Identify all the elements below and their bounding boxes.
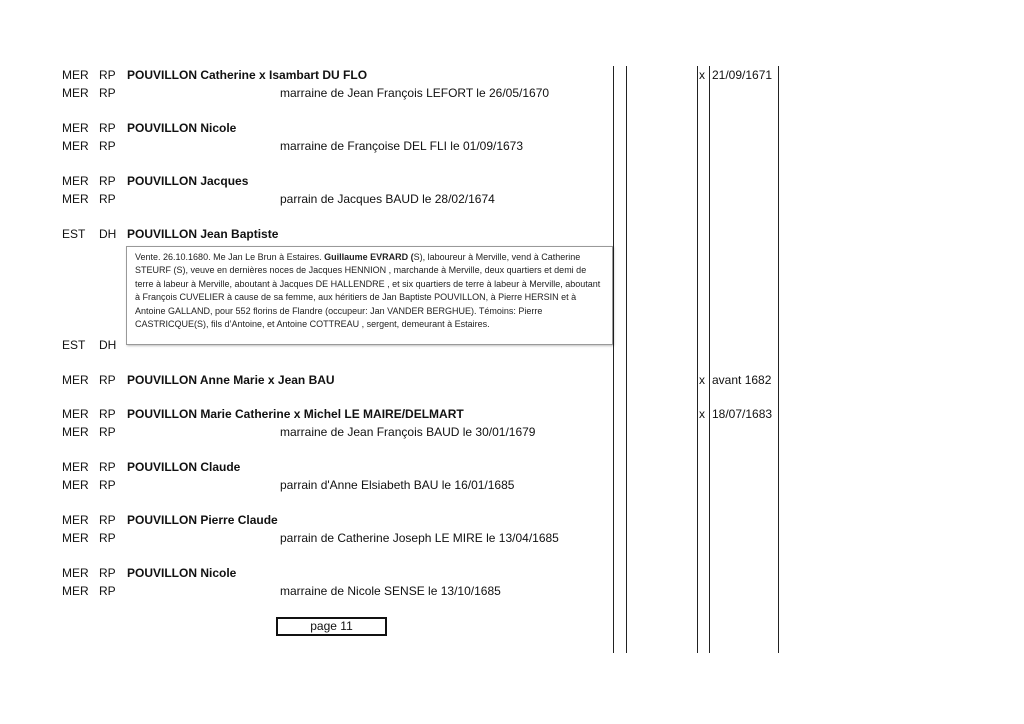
parish-code: EST — [62, 338, 86, 352]
column-rule — [697, 66, 698, 653]
note-highlight: Guillaume EVRARD ( — [324, 252, 414, 262]
source-code: RP — [99, 407, 116, 421]
source-code: RP — [99, 139, 116, 153]
source-code: DH — [99, 227, 117, 241]
source-code: RP — [99, 584, 116, 598]
parish-code: MER — [62, 566, 89, 580]
record-detail: marraine de Jean François BAUD le 30/01/1679 — [280, 425, 536, 439]
marriage-date: 21/09/1671 — [712, 68, 773, 82]
parish-code: MER — [62, 513, 89, 527]
page-number: page 11 — [276, 617, 387, 636]
person-name: POUVILLON Nicole — [127, 566, 237, 580]
note-text: Vente. 26.10.1680. Me Jan Le Brun à Estaires. — [135, 252, 325, 262]
source-code: RP — [99, 460, 116, 474]
person-name: POUVILLON Pierre Claude — [127, 513, 278, 527]
record-detail: parrain d'Anne Elsiabeth BAU le 16/01/1685 — [280, 478, 515, 492]
parish-code: EST — [62, 227, 86, 241]
source-code: RP — [99, 121, 116, 135]
person-name: POUVILLON Anne Marie x Jean BAU — [127, 373, 335, 387]
parish-code: MER — [62, 478, 89, 492]
parish-code: MER — [62, 531, 89, 545]
source-code: RP — [99, 513, 116, 527]
parish-code: MER — [62, 460, 89, 474]
parish-code: MER — [62, 425, 89, 439]
parish-code: MER — [62, 68, 89, 82]
marriage-mark: x — [699, 68, 705, 82]
person-name: POUVILLON Marie Catherine x Michel LE MAIRE/DELMART — [127, 407, 464, 421]
person-name: POUVILLON Catherine x Isambart DU FLO — [127, 68, 368, 82]
parish-code: MER — [62, 139, 89, 153]
source-code: RP — [99, 68, 116, 82]
source-code: RP — [99, 174, 116, 188]
record-detail: marraine de Jean François LEFORT le 26/05/1670 — [280, 86, 550, 100]
record-detail: parrain de Jacques BAUD le 28/02/1674 — [280, 192, 495, 206]
source-code: DH — [99, 338, 117, 352]
person-name: POUVILLON Claude — [127, 460, 241, 474]
record-detail: parrain de Catherine Joseph LE MIRE le 13/04/1685 — [280, 531, 559, 545]
parish-code: MER — [62, 584, 89, 598]
marriage-date: 18/07/1683 — [712, 407, 773, 421]
parish-code: MER — [62, 373, 89, 387]
column-rule — [613, 66, 614, 653]
column-rule — [778, 66, 779, 653]
source-code: RP — [99, 86, 116, 100]
person-name: POUVILLON Jean Baptiste — [127, 227, 279, 241]
source-code: RP — [99, 566, 116, 580]
parish-code: MER — [62, 192, 89, 206]
parish-code: MER — [62, 121, 89, 135]
parish-code: MER — [62, 407, 89, 421]
marriage-mark: x — [699, 373, 705, 387]
parish-code: MER — [62, 86, 89, 100]
marriage-date: avant 1682 — [712, 373, 772, 387]
column-rule — [626, 66, 627, 653]
source-code: RP — [99, 478, 116, 492]
parish-code: MER — [62, 174, 89, 188]
record-detail: marraine de Nicole SENSE le 13/10/1685 — [280, 584, 501, 598]
source-code: RP — [99, 192, 116, 206]
source-code: RP — [99, 373, 116, 387]
record-detail: marraine de Françoise DEL FLI le 01/09/1673 — [280, 139, 524, 153]
marriage-mark: x — [699, 407, 705, 421]
note-text: S), laboureur à Merville, vend à Catherine STEURF (S), veuve en dernières noces de Jacques HENNION , marchande à Merville, deux quartiers et demi de terre à labeur à Merville, aboutant à Jacques DE HALLENDRE , et six quartiers de terre à labeur à Merville, aboutant à François CUVELIER à cause de sa femme, aux héritiers de Jan Baptiste POUVILLON, à Pierre HERSIN et à Antoine GALLAND, pour 552 florins de Flandre (occupeur: Jan VANDER BERGHUE). Témoins: Pierre CASTRICQUE(S), fils d’Antoine, et Antoine COTTREAU , sergent, demeurant à Estaires. — [135, 252, 601, 330]
column-rule — [709, 66, 710, 653]
person-name: POUVILLON Jacques — [127, 174, 249, 188]
source-code: RP — [99, 531, 116, 545]
person-name: POUVILLON Nicole — [127, 121, 237, 135]
source-code: RP — [99, 425, 116, 439]
notarial-note — [126, 246, 613, 345]
